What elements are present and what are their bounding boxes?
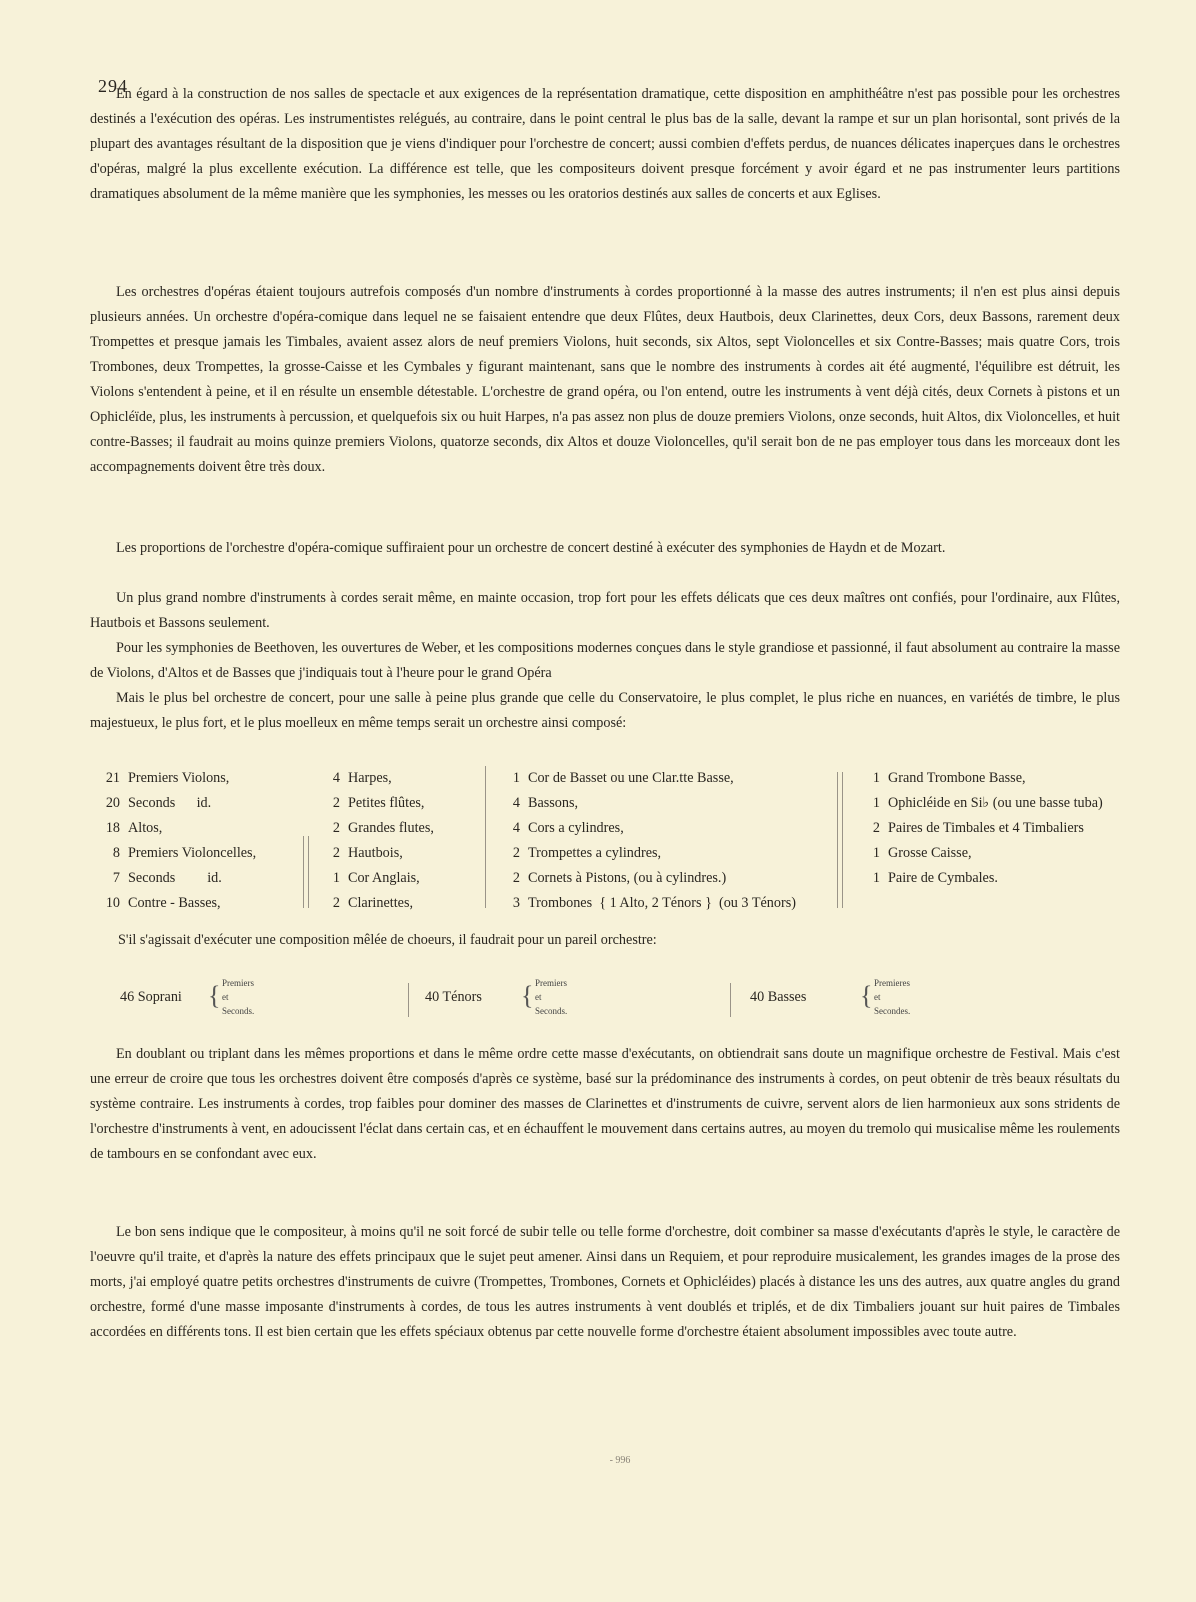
- roster-count: 1: [872, 870, 880, 886]
- roster-instrument: Seconds id.: [128, 870, 222, 886]
- paragraph-text: Le bon sens indique que le compositeur, à moins qu'il ne soit forcé de subir telle ou telle forme d'orchestre, doit combiner sa masse d'exécutants d'après le style, le caractère de l'oeuvre qu'il traite, et d'après la nature des effets principaux que le sujet peut amener. Ainsi dans un Requiem, et pour reproduire musicalement, les grandes images de la prose des morts, j'ai employé quatre petits orchestres d'instruments de cuivre (Trompettes, Trombones, Cornets et Ophicléides) placés à distance les uns des autres, aux quatre angles du grand orchestre, formé d'une masse imposante d'instruments à cordes, de tous les autres instruments à vent doublés et triplés, et de dix Timbaliers jouant sur huit paires de Timbales accordées en différents tons. Il est bien certain que les effets spéciaux obtenus par cette nouvelle forme d'orchestre étaient absolument impossibles avec toute autre.: [90, 1224, 1120, 1340]
- voice-count: 40 Ténors: [425, 989, 482, 1005]
- paragraph-8: [90, 1220, 1120, 1345]
- roster-count: 21: [105, 770, 120, 786]
- column-divider: [303, 836, 304, 908]
- roster-instrument: Ophicléide en Si♭ (ou une basse tuba): [888, 795, 1103, 811]
- roster-instrument: Hautbois,: [348, 845, 403, 861]
- roster-row: [850, 866, 1120, 891]
- roster-instrument: Cors a cylindres,: [528, 820, 624, 836]
- roster-instrument: Cor de Basset ou une Clar.tte Basse,: [528, 770, 734, 786]
- roster-row: [850, 791, 1120, 816]
- roster-instrument: Premiers Violons,: [128, 770, 230, 786]
- roster-count: 1: [512, 770, 520, 786]
- roster-instrument: Paires de Timbales et 4 Timbaliers: [888, 820, 1084, 836]
- paragraph-text: Un plus grand nombre d'instruments à cordes serait même, en mainte occasion, trop fort pour les effets délicats que ces deux maîtres ont confiés, pour l'ordinaire, aux Flûtes, Hautbois et Bassons seulement.: [90, 590, 1120, 631]
- roster-count: 1: [332, 870, 340, 886]
- roster-row: [90, 791, 320, 816]
- roster-count: 3: [512, 895, 520, 911]
- roster-count: 4: [512, 820, 520, 836]
- column-divider: [308, 836, 309, 908]
- voice-sub-top: Premieres: [874, 978, 910, 988]
- paragraph-text: Les orchestres d'opéras étaient toujours autrefois composés d'un nombre d'instruments à cordes proportionné à la masse des autres instruments; il n'en est plus ainsi depuis plusieurs années. Un orchestre d'opéra-comique dans lequel ne se faisaient entendre que deux Flûtes, deux Hautbois, deux Clarinettes, deux Cors, deux Bassons, rarement deux Trompettes et presque jamais les Timbales, avaient assez alors de neuf premiers Violons, huit seconds, six Altos, sept Violoncelles et six Contre-Basses; mais quatre Cors, trois Trombones, deux Trompettes, la grosse-Caisse et les Cymbales y figurant maintenant, sans que le nombre des instruments à cordes ait été augmenté, l'équilibre est détruit, les Violons s'entendent à peine, et il en résulte un ensemble détestable. L'orchestre de grand opéra, ou l'on entend, outre les instruments à vent déjà cités, deux Cornets à pistons et un Ophicléïde, plus, les instruments à percussion, et quelquefois six ou huit Harpes, n'a pas assez non plus de douze premiers Violons, onze seconds, huit Altos, dix Violoncelles, et huit contre-Basses; il faudrait au moins quinze premiers Violons, quatorze seconds, dix Altos et douze Violoncelles, qu'il serait bon de ne pas employer tous dans les morceaux dont les accompagnements doivent être très doux.: [90, 284, 1120, 475]
- roster-count: 8: [112, 845, 120, 861]
- footer-plate-number: - 996: [609, 1455, 631, 1466]
- roster-count: 4: [332, 770, 340, 786]
- voice-sub-mid: et: [535, 992, 542, 1002]
- roster-instrument: Grosse Caisse,: [888, 845, 972, 861]
- roster-count: 20: [105, 795, 120, 811]
- roster-count: 2: [332, 895, 340, 911]
- voice-count: 40 Basses: [750, 989, 807, 1005]
- roster-instrument: Altos,: [128, 820, 163, 836]
- brace-icon: {: [208, 981, 221, 1010]
- roster-row: [850, 841, 1120, 866]
- voice-sub-mid: et: [222, 992, 229, 1002]
- voice-sub-bottom: Seconds.: [222, 1006, 255, 1016]
- paragraph-6: [90, 686, 1120, 736]
- roster-instrument: Paire de Cymbales.: [888, 870, 998, 886]
- roster-count: 7: [112, 870, 120, 886]
- roster-instrument: Grand Trombone Basse,: [888, 770, 1026, 786]
- roster-row: [90, 891, 320, 916]
- roster-count: 2: [332, 820, 340, 836]
- roster-instrument: Cor Anglais,: [348, 870, 420, 886]
- roster-column-low-brass-percussion: [850, 766, 1120, 891]
- voice-sub-mid: et: [874, 992, 881, 1002]
- roster-row: [490, 891, 930, 916]
- roster-row: [90, 841, 320, 866]
- roster-count: 1: [872, 770, 880, 786]
- paragraph-3: [90, 536, 1120, 561]
- column-divider: [730, 983, 731, 1017]
- paragraph-2: [90, 280, 1120, 480]
- roster-instrument: Bassons,: [528, 795, 579, 811]
- orchestra-roster: [90, 766, 1120, 916]
- roster-count: 4: [512, 795, 520, 811]
- roster-instrument: Grandes flutes,: [348, 820, 434, 836]
- paragraph-7: [90, 1042, 1120, 1167]
- chorus-roster: [90, 975, 1120, 1025]
- column-divider: [485, 766, 486, 908]
- voice-sub-top: Premiers: [222, 978, 254, 988]
- paragraph-text: En égard à la construction de nos salles de spectacle et aux exigences de la représentation dramatique, cette disposition en amphithéâtre n'est pas possible pour les orchestres destinés a l'exécution des opéras. Les instrumentistes relégués, au contraire, dans le point central le plus bas de la salle, devant la rampe et sur un plan horisontal, sont privés de la plupart des avantages résultant de la disposition que je viens d'indiquer pour l'orchestre de concert; aussi combien d'effets perdus, de nuances délicates inaperçues dans le orchestres d'opéras, malgré la plus excellente exécution. La différence est telle, que les compositeurs doivent presque forcément y avoir égard et ne pas instrumenter leurs partitions dramatiques absolument de la même manière que les symphonies, les messes ou les oratorios destinés aux salles de concerts et aux Eglises.: [90, 86, 1120, 202]
- column-divider: [837, 772, 838, 908]
- roster-column-strings: [90, 766, 320, 916]
- roster-instrument: Seconds id.: [128, 795, 212, 811]
- paragraph-4: [90, 586, 1120, 636]
- roster-instrument: Trombones { 1 Alto, 2 Ténors } (ou 3 Ténors): [528, 895, 796, 911]
- roster-count: 2: [872, 820, 880, 836]
- roster-row: [90, 866, 320, 891]
- roster-count: 10: [105, 895, 120, 911]
- brace-icon: {: [521, 981, 534, 1010]
- roster-count: 2: [332, 795, 340, 811]
- paragraph-text: Les proportions de l'orchestre d'opéra-comique suffiraient pour un orchestre de concert destiné à exécuter des symphonies de Haydn et de Mozart.: [116, 540, 946, 556]
- column-divider: [408, 983, 409, 1017]
- voice-sub-top: Premiers: [535, 978, 567, 988]
- roster-count: 18: [105, 820, 120, 836]
- paragraph-1: [90, 82, 1120, 207]
- paragraph-text: En doublant ou triplant dans les mêmes proportions et dans le même ordre cette masse d'exécutants, on obtiendrait sans doute un magnifique orchestre de Festival. Mais c'est une erreur de croire que tous les orchestres doivent être composés d'après ce système, basé sur la prédominance des instruments à cordes, on peut obtenir de très beaux résultats du système contraire. Les instruments à cordes, trop faibles pour dominer des masses de Clarinettes et d'instruments de cuivre, servent alors de lien harmonieux aux sons stridents de l'orchestre d'instruments à vent, en adoucissent l'éclat dans certain cas, et en échauffent le mouvement dans certains autres, au moyen du tremolo qui musicalise même les roulements de tambours en se confondant avec eux.: [90, 1046, 1120, 1162]
- roster-count: 2: [332, 845, 340, 861]
- roster-instrument: Petites flûtes,: [348, 795, 425, 811]
- chorus-intro: S'il s'agissait d'exécuter une composition mêlée de choeurs, il faudrait pour un pareil orchestre:: [118, 932, 657, 948]
- roster-row: [90, 816, 320, 841]
- roster-instrument: Trompettes a cylindres,: [528, 845, 662, 861]
- column-divider: [842, 772, 843, 908]
- paragraph-text: Mais le plus bel orchestre de concert, pour une salle à peine plus grande que celle du Conservatoire, le plus complet, le plus riche en nuances, en variétés de timbre, le plus majestueux, le plus fort, et le plus moelleux en même temps serait un orchestre ainsi composé:: [90, 690, 1120, 731]
- roster-row: [850, 816, 1120, 841]
- page-number: 294: [98, 76, 128, 96]
- brace-icon: {: [860, 981, 873, 1010]
- voice-sub-bottom: Secondes.: [874, 1006, 911, 1016]
- roster-instrument: Contre - Basses,: [128, 895, 221, 911]
- roster-instrument: Harpes,: [348, 770, 392, 786]
- roster-count: 1: [872, 795, 880, 811]
- voice-count: 46 Soprani: [120, 989, 182, 1005]
- voice-sub-bottom: Seconds.: [535, 1006, 568, 1016]
- paragraph-text: Pour les symphonies de Beethoven, les ouvertures de Weber, et les compositions modernes conçues dans le style grandiose et passionné, il faut absolument au contraire la masse de Violons, d'Altos et de Basses que j'indiquais tout à l'heure pour le grand Opéra: [90, 640, 1120, 681]
- roster-instrument: Premiers Violoncelles,: [128, 845, 257, 861]
- roster-row: [850, 766, 1120, 791]
- roster-instrument: Clarinettes,: [348, 895, 414, 911]
- roster-count: 2: [512, 845, 520, 861]
- roster-instrument: Cornets à Pistons, (ou à cylindres.): [528, 870, 727, 886]
- roster-row: [90, 766, 320, 791]
- roster-count: 2: [512, 870, 520, 886]
- roster-count: 1: [872, 845, 880, 861]
- paragraph-5: [90, 636, 1120, 686]
